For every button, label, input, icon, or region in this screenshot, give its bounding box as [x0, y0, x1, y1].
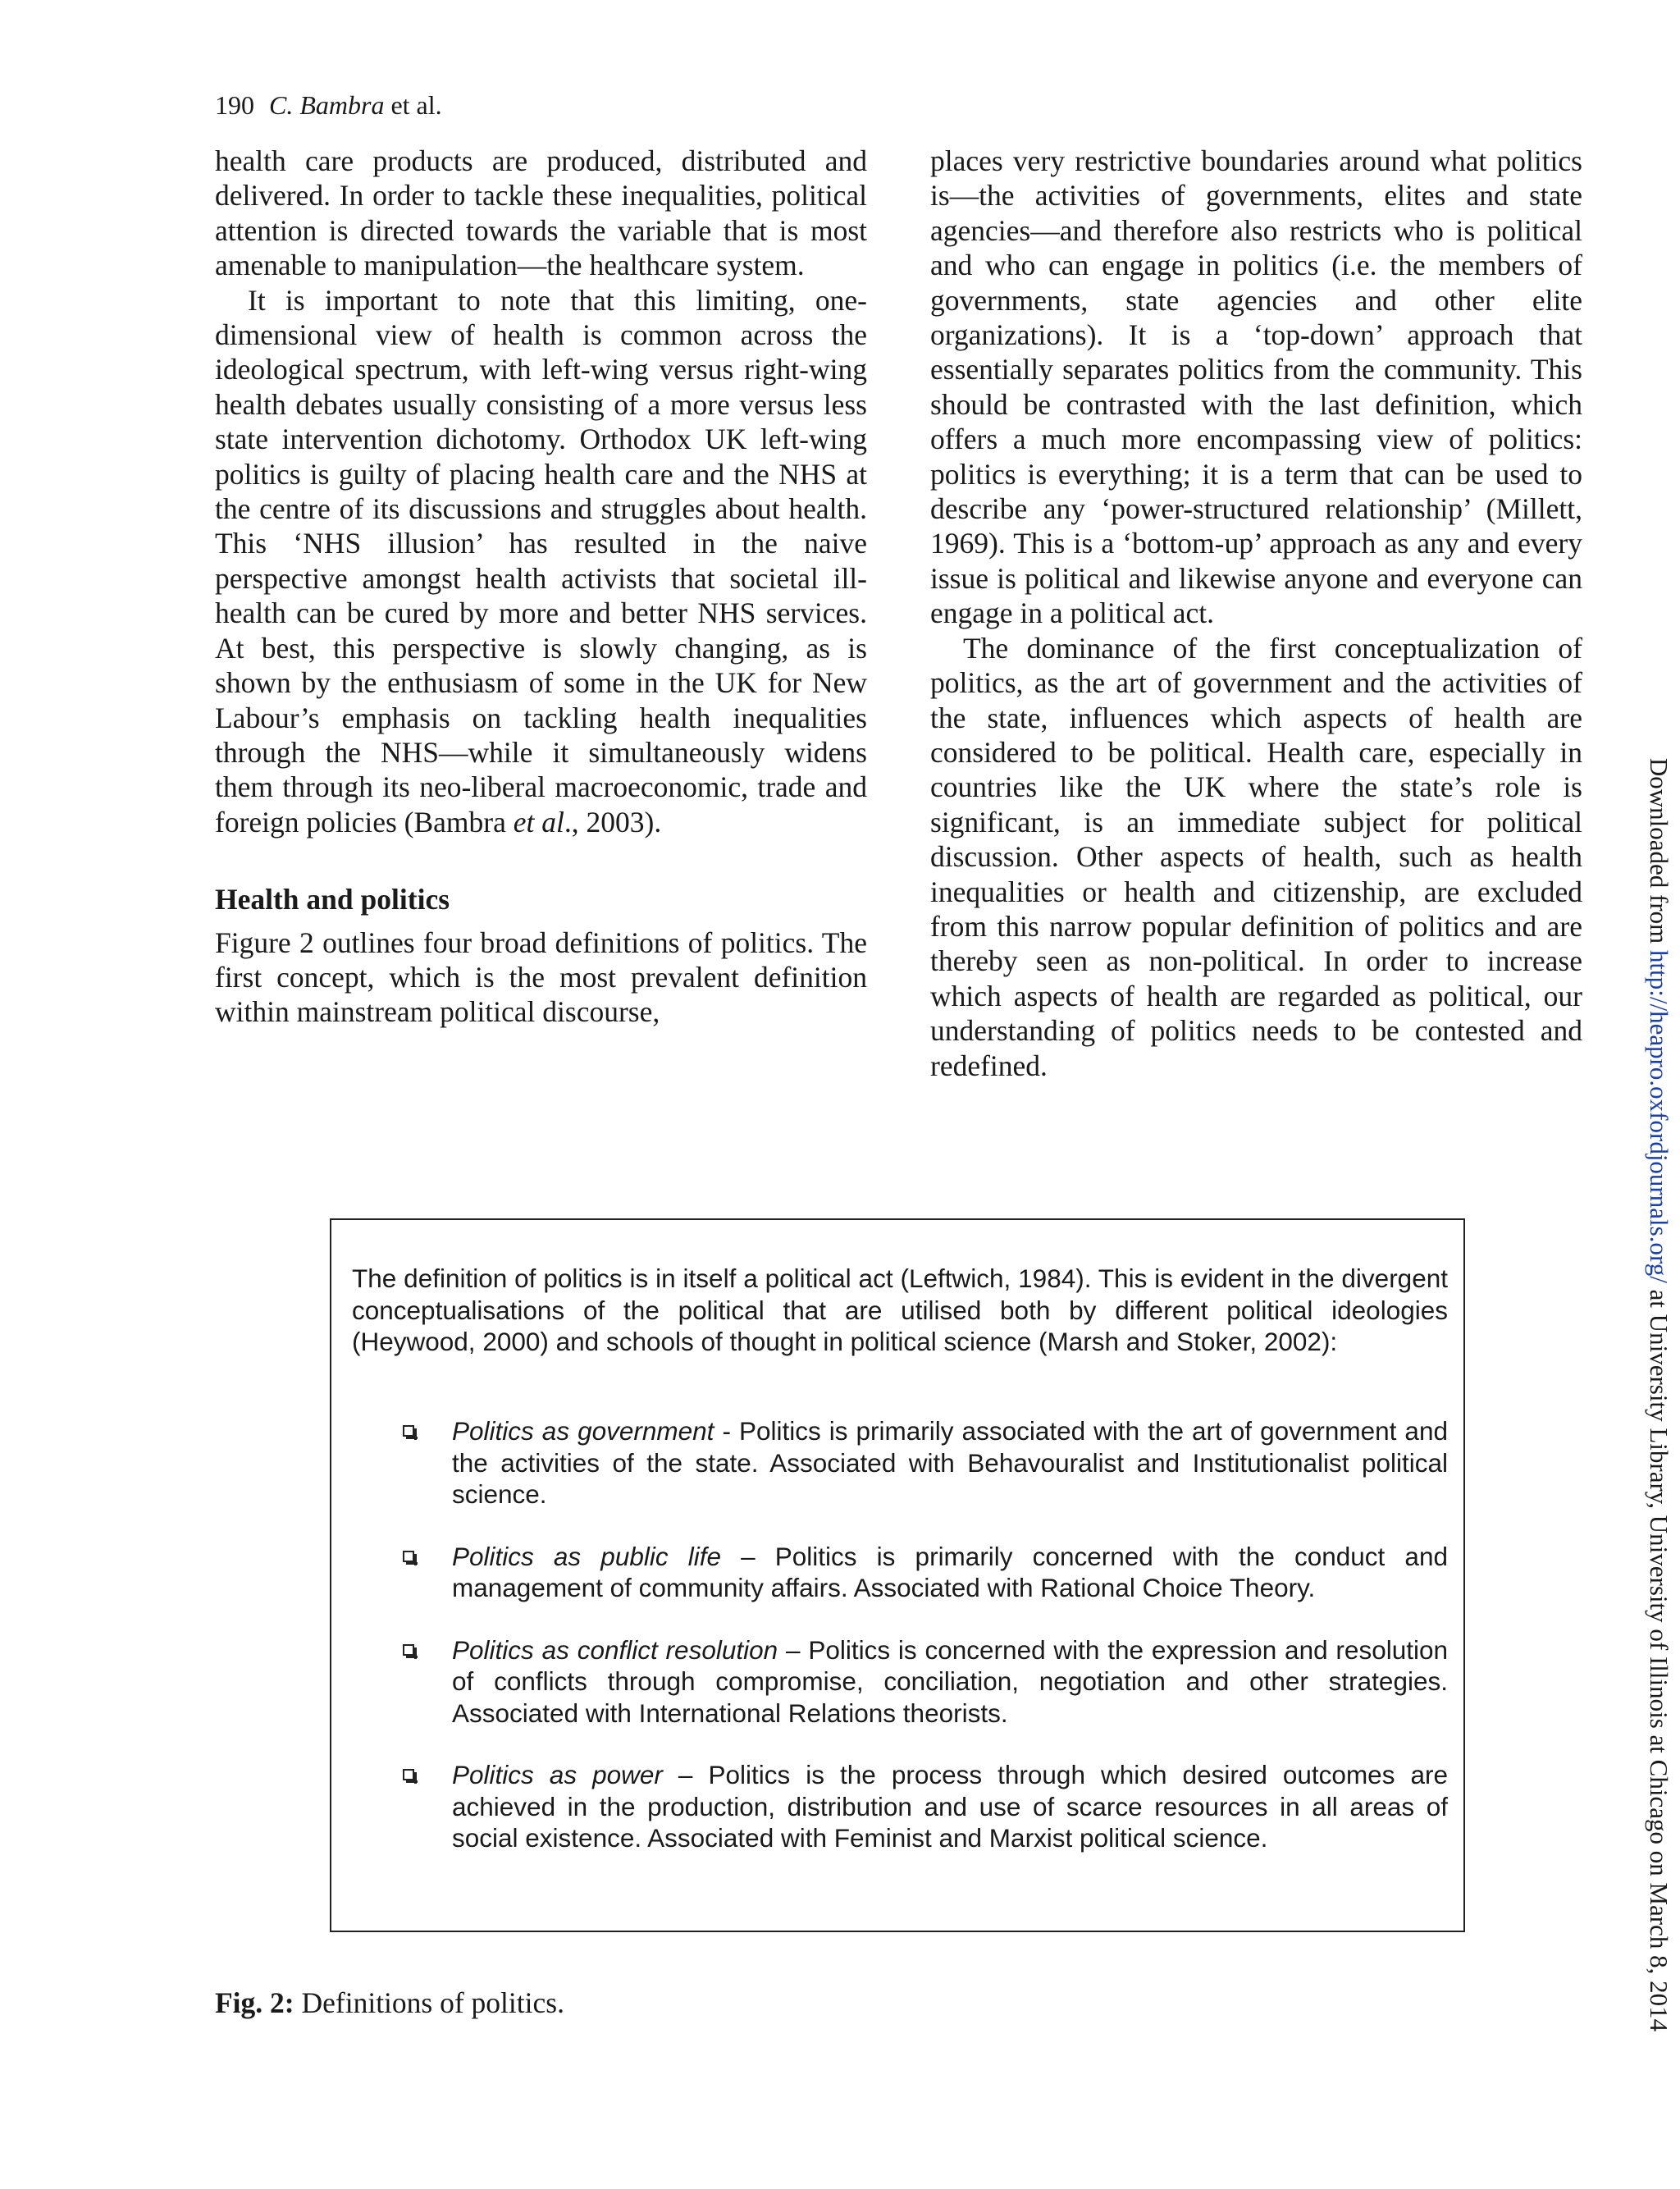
right-paragraph-2: The dominance of the first conceptualization of politics, as the art of government and the activities of the state, influences which aspects of health are considered to be political. Health care, especially in countries like the UK where the state’s role is significant, is an immediate subject for political discussion. Other aspects of health, such as health inequalities or health and citizenship, are excluded from this narrow popular definition of politics and are thereby seen as non-political. In order to increase which aspects of health are regarded as political, our understanding of politics needs to be contested and redefined.: [930, 631, 1582, 1082]
left-paragraph-2: [215, 283, 867, 840]
list-item: [352, 1415, 1448, 1510]
checkbox-bullet-icon: [403, 1551, 414, 1562]
left-paragraph-1: health care products are produced, distributed and delivered. In order to tackle these inequalities, political attention is directed towards the variable that is most amenable to manipulation—the healthcare system.: [215, 144, 867, 282]
caption-label: Fig. 2:: [215, 1986, 294, 2019]
definition-list: [352, 1415, 1448, 1885]
list-item: [352, 1541, 1448, 1604]
checkbox-bullet-icon: [403, 1644, 414, 1656]
right-paragraph-1: places very restrictive boundaries around what politics is—the activities of governments, elites and state agencies—and therefore also restricts who is political and who can engage in politics (i.e. the members of governments, state agencies and other elite organizations). It is a ‘top-down’ approach that essentially separates politics from the community. This should be contrasted with the last definition, which offers a much more encompassing view of politics: politics is everything; it is a term that can be used to describe any ‘power-structured relationship’ (Millett, 1969). This is a ‘bottom-up’ approach as any and every issue is political and likewise anyone and everyone can engage in a political act.: [930, 144, 1582, 630]
left-paragraph-2-end: ., 2003).: [564, 805, 662, 839]
definition-text: - Politics is primarily associated with the art of government and the activities of the state. Associated with Behavouralist and Institutionalist political science.: [452, 1416, 1448, 1509]
left-paragraph-2-text: It is important to note that this limiting, one-dimensional view of health is common across the ideological spectrum, with left-wing versus right-wing health debates usually consisting of a more versus less state intervention dichotomy. Orthodox UK left-wing politics is guilty of placing health care and the NHS at the centre of its discussions and struggles about health. This ‘NHS illusion’ has resulted in the naive perspective amongst health activists that societal ill-health can be cured by more and better NHS services. At best, this perspective is slowly changing, as is shown by the enthusiasm of some in the UK for New Labour’s emphasis on tackling health inequalities through the NHS—while it simultaneously widens them through its neo-liberal macroeconomic, trade and foreign policies (Bambra: [215, 283, 867, 839]
running-head: [215, 89, 442, 121]
left-column: [215, 144, 867, 1030]
definition-term: Politics as public life: [452, 1541, 721, 1571]
left-paragraph-2-italic: et al: [513, 805, 564, 839]
page-number: 190: [215, 90, 254, 120]
download-notice-link[interactable]: http://heapro.oxfordjournals.org/: [1645, 950, 1673, 1283]
figure-caption: [215, 1986, 564, 2020]
definition-term: Politics as power: [452, 1760, 663, 1789]
right-column: [930, 144, 1582, 1083]
list-item: [352, 1634, 1448, 1730]
definition-text: – Politics is primarily concerned with the conduct and management of community affairs. Associated with Rational Choice Theory.: [452, 1541, 1448, 1602]
figure-box: [330, 1218, 1465, 1932]
checkbox-bullet-icon: [403, 1425, 414, 1437]
author-suffix: et al.: [384, 90, 442, 120]
checkbox-bullet-icon: [403, 1769, 414, 1780]
author-name: [269, 90, 442, 120]
definition-text: – Politics is the process through which desired outcomes are achieved in the production, distribution and use of scarce resources in all areas of social existence. Associated with Feminist and Marxist political science.: [452, 1760, 1448, 1853]
section-heading: Health and politics: [215, 883, 450, 916]
author-italic: C. Bambra: [269, 90, 385, 120]
definition-term: Politics as conflict resolution: [452, 1634, 778, 1665]
definition-text: – Politics is concerned with the expression and resolution of conflicts through compromise, conciliation, negotiation and other strategies. Associated with International Relations theorists.: [452, 1634, 1449, 1728]
download-notice-prefix: Downloaded from: [1645, 757, 1673, 951]
download-notice-suffix: at University Library, University of Illinois at Chicago on March 8, 2014: [1645, 1282, 1673, 2032]
definition-term: Politics as government: [452, 1416, 714, 1446]
figure-intro: The definition of politics is in itself a political act (Leftwich, 1984). This is evident in the divergent conceptualisations of the political that are utilised both by different political ideologies (Heywood, 2000) and schools of thought in political science (Marsh and Stoker, 2002):: [352, 1264, 1448, 1356]
list-item: [352, 1759, 1448, 1854]
caption-text: Definitions of politics.: [294, 1986, 564, 2019]
download-notice: [1641, 615, 1677, 2174]
left-paragraph-3: Figure 2 outlines four broad definitions of politics. The first concept, which is the most prevalent definition within mainstream political discourse,: [215, 925, 867, 1029]
